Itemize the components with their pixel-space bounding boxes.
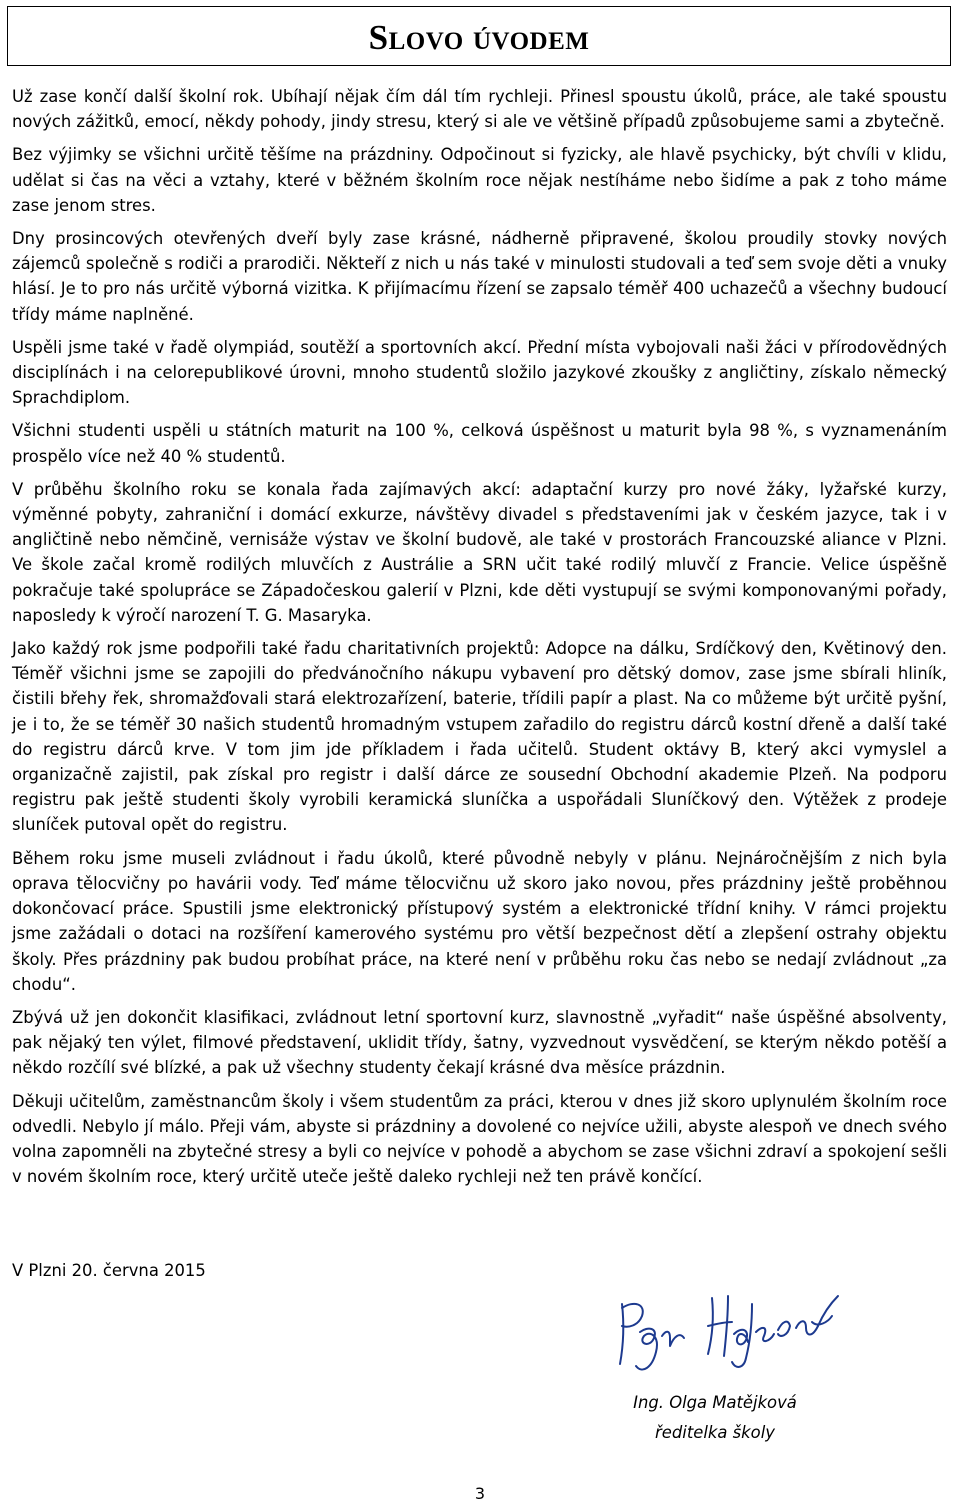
paragraph-6: V průběhu školního roku se konala řada zajímavých akcí: adaptační kurzy pro nové žáky, lyžařské kurzy, výměnné pobyty, zahraniční i domácí exkurze, návštěvy divadel s představeními jak v českém jazyce, tak i v angličtině nebo němčině, vernisáže výstav ve školní budově, ale také v prostorách Francouzské aliance v Plzni. Ve škole začal kromě rodilých mluvčích z Austrálie a SRN učit také rodilý mluvčí z Francie. Velice úspěšně pokračuje také spolupráce se Západočeskou galerií v Plzni, kde děti vystupují se svými komponovanými pořady, naposledy k výročí narození T. G. Masaryka. bbox=[12, 479, 947, 625]
paragraph-9: Zbývá už jen dokončit klasifikaci, zvládnout letní sportovní kurz, slavnostně „vyřadit“ naše úspěšné absolventy, pak nějaký ten výlet, filmové představení, uklidit třídy, šatny, vyzvednout vysvědčení, se kterým někdo potěší a někdo rozčílí své blízké, a pak už všechny studenty čekají krásné dva měsíce prázdnin. bbox=[12, 1007, 947, 1078]
page-title: Slovo úvodem bbox=[368, 18, 590, 57]
signature-image bbox=[600, 1282, 850, 1382]
paragraph-4: Uspěli jsme také v řadě olympiád, soutěží a sportovních akcí. Přední místa vybojovali naši žáci v přírodovědných disciplínách i na celorepublikové úrovni, mnoho studentů složilo jazykové zkoušky z angličtiny, získalo německý Sprachdiplom. bbox=[12, 337, 947, 408]
paragraph-7: Jako každý rok jsme podpořili také řadu charitativních projektů: Adopce na dálku, Srdíčkový den, Květinový den. Téměř všichni jsme se zapojili do předvánočního nákupu vybavení pro dětský domov, zase jsme sbírali hliník, čistili břehy řek, shromažďovali stará elektrozařízení, baterie, třídili papír a plast. Na co můžeme být určitě pyšní, je i to, že se téměř 30 našich studentů hromadným vstupem zařadilo do registru dárců kostní dřeně a další také do registru dárců krve. V tom jim jde příkladem i řada učitelů. Student oktávy B, který akci vymyslel a organizačně zajistil, pak získal pro registr i další dárce ze sousední Obchodní akademie Plzeň. Na podporu registru pak ještě studenti školy vyrobili keramická sluníčka a uspořádali Sluníčkový den. Výtěžek z prodeje sluníček putoval opět do registru. bbox=[12, 639, 947, 835]
body-text bbox=[12, 84, 947, 1197]
signer-block bbox=[600, 1388, 830, 1448]
signer-role: ředitelka školy bbox=[655, 1423, 775, 1442]
title-box bbox=[7, 6, 951, 66]
paragraph-10: Děkuji učitelům, zaměstnancům školy i všem studentům za práci, kterou v dnes již skoro uplynulém školním roce odvedli. Nebylo jí málo. Přeji vám, abyste si prázdniny a dovolené co nejvíce užili, abyste alespoň ve dnech svého volna zapomněli na zbytečné stresy a byli co nejvíce v pohodě a abychom se zase všichni zdraví a spokojení sešli v novém školním roce, který určitě uteče ještě daleko rychleji než ten právě končící. bbox=[12, 1091, 947, 1187]
paragraph-5: Všichni studenti uspěli u státních maturit na 100 %, celková úspěšnost u maturit byla 98 %, s vyznamenáním prospělo více než 40 % studentů. bbox=[12, 421, 947, 466]
date-line: V Plzni 20. června 2015 bbox=[12, 1261, 206, 1280]
paragraph-2: Bez výjimky se všichni určitě těšíme na prázdniny. Odpočinout si fyzicky, ale hlavě psychicky, být chvíli v klidu, udělat si čas na věci a vztahy, které v běžném školním roce nějak nestíháme nebo šidíme a pak z toho máme zase jenom stres. bbox=[12, 145, 947, 215]
paragraph-3: Dny prosincových otevřených dveří byly zase krásné, nádherně připravené, školou proudily stovky nových zájemců společně s rodiči a prarodiči. Někteří z nich u nás také v minulosti studovali a teď sem svoje děti a vnuky hlásí. Je to pro nás určitě výborná vizitka. K přijímacímu řízení se zapsalo téměř 400 uchazečů a všechny budoucí třídy máme naplněné. bbox=[12, 229, 947, 324]
signer-name: Ing. Olga Matějková bbox=[633, 1393, 797, 1412]
paragraph-8: Během roku jsme museli zvládnout i řadu úkolů, které původně nebyly v plánu. Nejnáročnějším z nich byla oprava tělocvičny po havárii vody. Teď máme tělocvičnu už skoro jako novou, přes prázdniny ještě proběhnou dokončovací práce. Spustili jsme elektronický přístupový systém a elektronické třídní knihy. V rámci projektu jsme zažádali o dotaci na rozšíření kamerového systému pro větší bezpečnost dětí a zlepšení ostrahy objektu školy. Přes prázdniny pak budou probíhat práce, na které není v průběhu roku čas nebo se nedají zvládnout „za chodu“. bbox=[12, 848, 947, 994]
paragraph-1: Už zase končí další školní rok. Ubíhají nějak čím dál tím rychleji. Přinesl spoustu úkolů, práce, ale také spoustu nových zážitků, emocí, někdy pohody, jindy stresu, který si ale ve většině případů způsobujeme sami a zbytečně. bbox=[12, 87, 947, 132]
page-number: 3 bbox=[474, 1484, 486, 1503]
